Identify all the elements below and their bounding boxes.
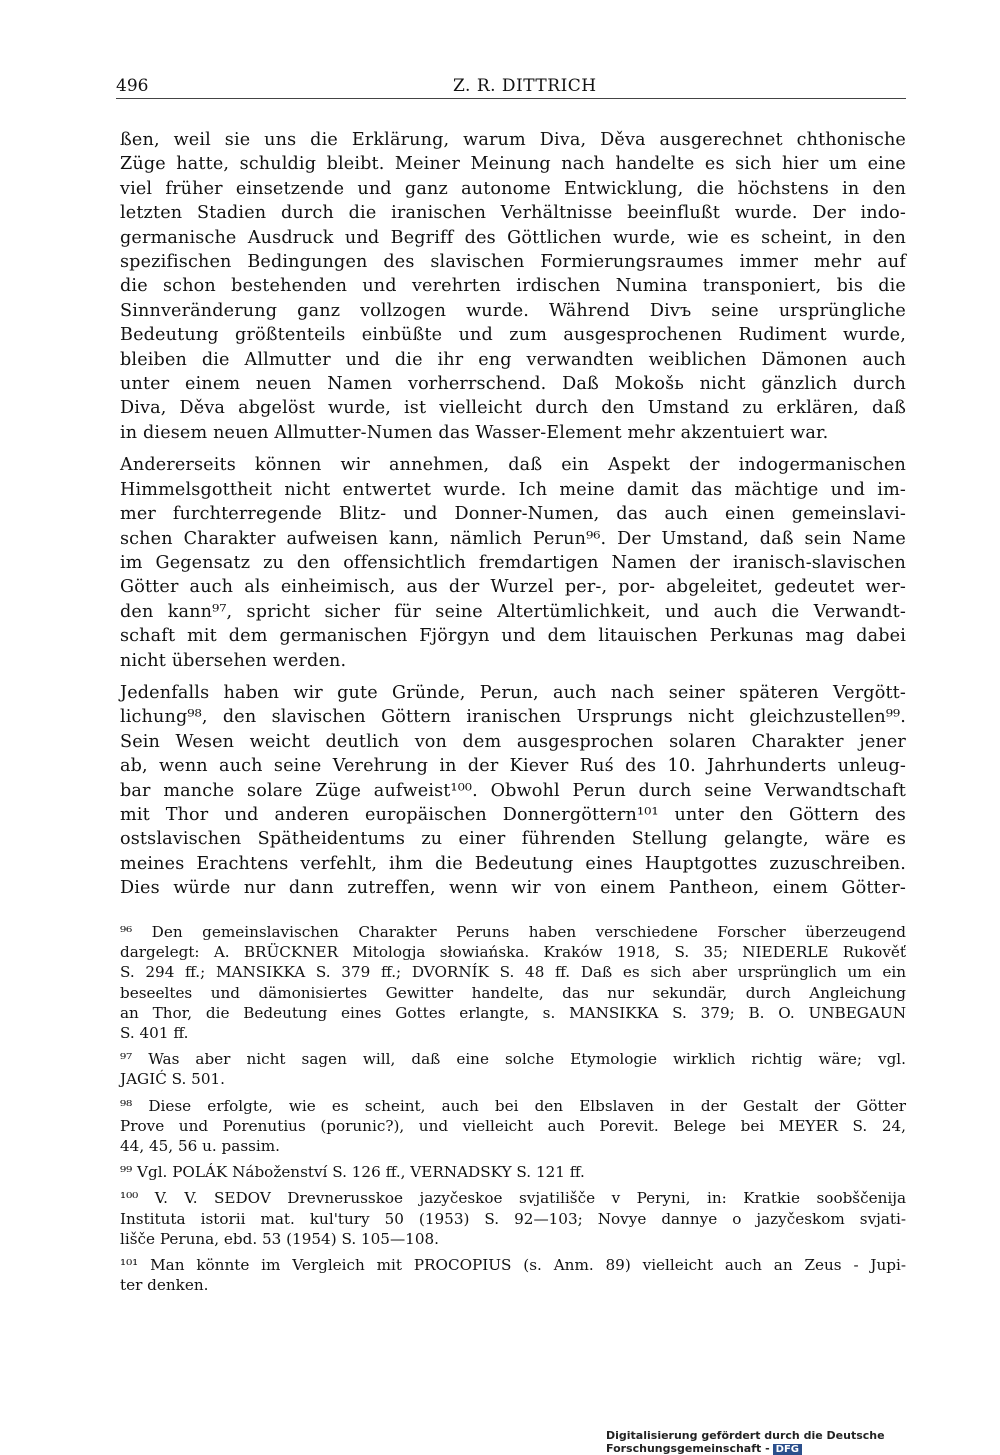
text-line: viel früher einsetzende und ganz autonome Entwicklung, die höchstens in den bbox=[120, 178, 906, 199]
body-text bbox=[120, 128, 906, 909]
running-header bbox=[116, 76, 906, 98]
text-line: bleiben die Allmutter und die ihr eng verwandten weiblichen Dämonen auch bbox=[120, 349, 906, 370]
paragraph-1 bbox=[120, 128, 906, 445]
text-line: schaft mit dem germanischen Fjörgyn und dem litauischen Perkunas mag dabei bbox=[120, 626, 906, 647]
text-line: lichung⁹⁸, den slavischen Göttern iranischen Ursprungs nicht gleichzustellen⁹⁹. bbox=[120, 707, 906, 728]
footnote-separator bbox=[120, 907, 906, 908]
text-line: schen Charakter aufweisen kann, nämlich Perun⁹⁶. Der Umstand, daß sein Name bbox=[120, 528, 906, 549]
footnote-line: S. 401 ff. bbox=[120, 1024, 189, 1043]
footnote-line: ter denken. bbox=[120, 1276, 209, 1295]
footnote-99 bbox=[120, 1162, 906, 1182]
running-head-author: Z. R. DITTRICH bbox=[453, 76, 597, 96]
text-line: Andererseits können wir annehmen, daß ein Aspekt der indogermanischen bbox=[120, 455, 906, 476]
footnote-line: 44, 45, 56 u. passim. bbox=[120, 1137, 281, 1156]
text-line: Jedenfalls haben wir gute Gründe, Perun, auch nach seiner späteren Vergött- bbox=[120, 682, 906, 703]
digitization-footer bbox=[606, 1429, 990, 1455]
footnote-line: ⁹⁸ Diese erfolgte, wie es scheint, auch bei den Elbslaven in der Gestalt der Götter bbox=[120, 1096, 906, 1115]
text-line: bar manche solare Züge aufweist¹⁰⁰. Obwohl Perun durch seine Verwandtschaft bbox=[120, 780, 906, 801]
footnote-line: Prove und Porenutius (porunic?), und vielleicht auch Porevit. Belege bei MEYER S. 24, bbox=[120, 1116, 906, 1135]
text-line: meines Erachtens verfehlt, ihm die Bedeutung eines Hauptgottes zuzuschreiben. bbox=[120, 853, 906, 874]
footnote-line: S. 294 ff.; MANSIKKA S. 379 ff.; DVORNÍK S. 48 ff. Daß es sich aber ursprünglich um ein bbox=[120, 963, 906, 982]
text-line: mit Thor und anderen europäischen Donnergöttern¹⁰¹ unter den Göttern des bbox=[120, 804, 906, 825]
text-line: Diva, Děva abgelöst wurde, ist vielleicht durch den Umstand zu erklären, daß bbox=[120, 398, 906, 419]
page-number: 496 bbox=[116, 76, 149, 96]
text-line: letzten Stadien durch die iranischen Verhältnisse beeinflußt wurde. Der indo- bbox=[120, 203, 906, 224]
footnote-line: an Thor, die Bedeutung eines Gottes erlangte, s. MANSIKKA S. 379; B. O. UNBEGAUN bbox=[120, 1003, 906, 1022]
footnote-line: ¹⁰⁰ V. V. SEDOV Drevnerusskoe jazyčeskoe svjatilišče v Peryni, in: Kratkie soobščenija bbox=[120, 1189, 906, 1208]
text-line: Sinnveränderung ganz vollzogen wurde. Während Divъ seine ursprüngliche bbox=[120, 300, 906, 321]
text-line: germanische Ausdruck und Begriff des Göttlichen wurde, wie es scheint, in den bbox=[120, 227, 906, 248]
text-line: Götter auch als einheimisch, aus der Wurzel per-, por- abgeleitet, gedeutet wer- bbox=[120, 577, 906, 598]
footnote-100 bbox=[120, 1188, 906, 1249]
text-line: ab, wenn auch seine Verehrung in der Kiever Ruś des 10. Jahrhunderts unleug- bbox=[120, 756, 906, 777]
footnotes bbox=[120, 922, 906, 1301]
text-line: in diesem neuen Allmutter-Numen das Wasser-Element mehr akzentuiert war. bbox=[120, 422, 829, 443]
footnote-96 bbox=[120, 922, 906, 1043]
text-line: im Gegensatz zu den offensichtlich fremdartigen Namen der iranisch-slavischen bbox=[120, 552, 906, 573]
footnote-line: ⁹⁹ Vgl. POLÁK Náboženství S. 126 ff., VERNADSKY S. 121 ff. bbox=[120, 1163, 585, 1182]
footnote-97 bbox=[120, 1049, 906, 1089]
text-line: den kann⁹⁷, spricht sicher für seine Altertümlichkeit, und auch die Verwandt- bbox=[120, 601, 906, 622]
text-line: ßen, weil sie uns die Erklärung, warum Diva, Děva ausgerechnet chthonische bbox=[120, 130, 906, 150]
text-line: Züge hatte, schuldig bleibt. Meiner Meinung nach handelte es sich hier um eine bbox=[120, 154, 906, 175]
text-line: mer furchterregende Blitz- und Donner-Numen, das auch einen gemeinslavi- bbox=[120, 504, 906, 525]
footnote-98 bbox=[120, 1096, 906, 1157]
text-line: die schon bestehenden und verehrten irdischen Numina transponiert, bis die bbox=[120, 276, 906, 297]
text-line: Himmelsgottheit nicht entwertet wurde. Ich meine damit das mächtige und im- bbox=[120, 479, 906, 500]
text-line: spezifischen Bedingungen des slavischen Formierungsraumes immer mehr auf bbox=[120, 252, 906, 273]
header-rule bbox=[116, 98, 906, 99]
footnote-line: dargelegt: A. BRÜCKNER Mitologja słowiańska. Kraków 1918, S. 35; NIEDERLE Rukověť bbox=[120, 943, 906, 962]
footnote-line: ⁹⁷ Was aber nicht sagen will, daß eine solche Etymologie wirklich richtig wäre; vgl. bbox=[120, 1050, 906, 1069]
dfg-logo: DFG bbox=[773, 1444, 802, 1455]
footnote-line: beseeltes und dämonisiertes Gewitter handelte, das nur sekundär, durch Angleichung bbox=[120, 983, 906, 1002]
footnote-line: JAGIĆ S. 501. bbox=[120, 1070, 225, 1089]
footnote-line: lišče Peruna, ebd. 53 (1954) S. 105—108. bbox=[120, 1229, 439, 1248]
text-line: ostslavischen Spätheidentums zu einer führenden Stellung gelangte, wäre es bbox=[120, 829, 906, 850]
footnote-101 bbox=[120, 1255, 906, 1295]
footer-text: Digitalisierung gefördert durch die Deutsche Forschungsgemeinschaft - bbox=[606, 1429, 885, 1455]
footnote-line: ¹⁰¹ Man könnte im Vergleich mit PROCOPIUS (s. Anm. 89) vielleicht auch an Zeus - Jupi- bbox=[120, 1256, 906, 1275]
text-line: Sein Wesen weicht deutlich von dem ausgesprochen solaren Charakter jener bbox=[120, 731, 906, 752]
paragraph-2 bbox=[120, 453, 906, 673]
text-line: unter einem neuen Namen vorherrschend. Daß Mokošь nicht gänzlich durch bbox=[120, 374, 906, 395]
paragraph-3 bbox=[120, 681, 906, 901]
text-line: nicht übersehen werden. bbox=[120, 650, 347, 671]
footnote-line: Instituta istorii mat. kul'tury 50 (1953) S. 92—103; Novye dannye o jazyčeskom svjati- bbox=[120, 1209, 906, 1228]
text-line: Dies würde nur dann zutreffen, wenn wir von einem Pantheon, einem Götter- bbox=[120, 878, 906, 899]
text-line: Bedeutung größtenteils einbüßte und zum ausgesprochenen Rudiment wurde, bbox=[120, 325, 906, 346]
footnote-line: ⁹⁶ Den gemeinslavischen Charakter Peruns haben verschiedene Forscher überzeugend bbox=[120, 923, 906, 941]
